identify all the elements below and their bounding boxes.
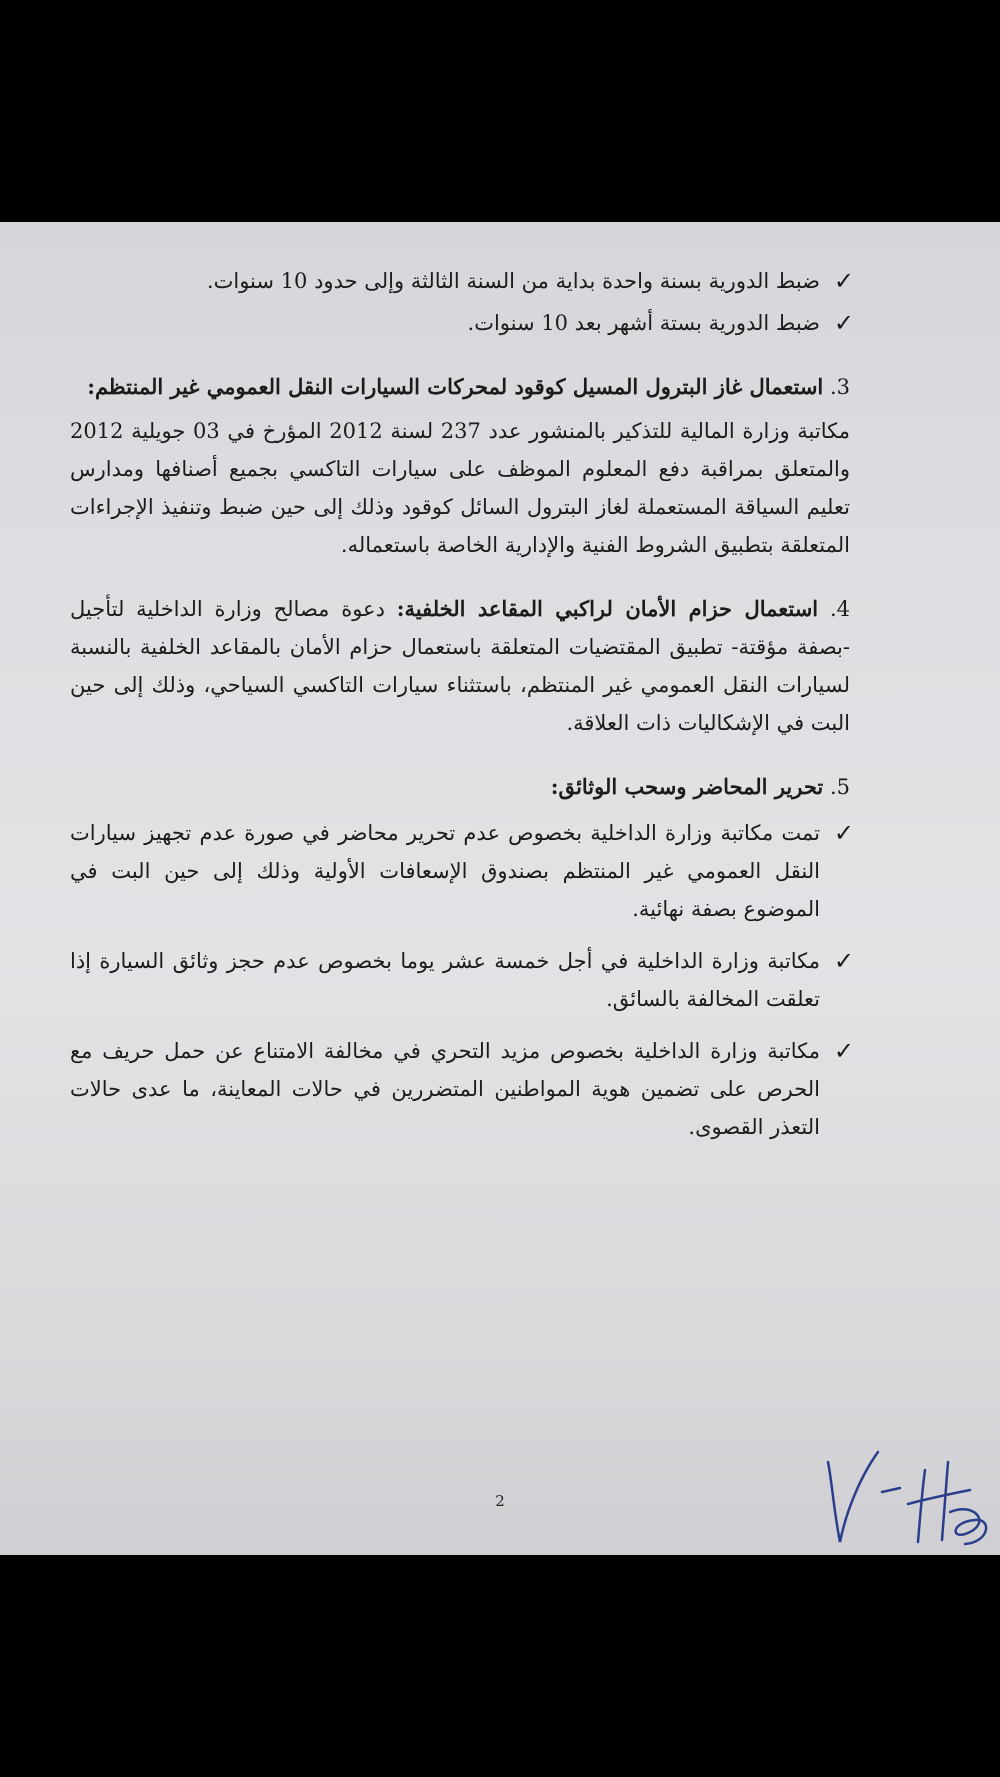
section-number: 4. xyxy=(829,597,850,621)
page-number: 2 xyxy=(495,1492,505,1510)
section-number: 3. xyxy=(829,375,850,399)
section-paragraph: مكاتبة وزارة المالية للتذكير بالمنشور عدد 237 لسنة 2012 المؤرخ في 03 جويلية 2012 والمتعلق بمراقبة دفع المعلوم الموظف على سيارات التاكسي بجميع أصنافها ومدارس تعليم السياقة المستعملة لغاز البترول السائل كوقود وذلك إلى حين ضبط وتنفيذ الإجراءات المتعلقة بتطبيق الشروط الفنية والإدارية الخاصة باستعماله. xyxy=(70,419,850,557)
section-3 xyxy=(70,368,850,564)
section-paragraph: دعوة مصالح وزارة الداخلية لتأجيل -بصفة مؤقتة- تطبيق المقتضيات المتعلقة باستعمال حزام الأمان بالمقاعد الخلفية بالنسبة لسيارات النقل العمومي غير المنتظم، باستثناء سيارات التاكسي السياحي، وذلك إلى حين البت في الإشكاليات ذات العلاقة. xyxy=(70,597,850,735)
bullet-text: تمت مكاتبة وزارة الداخلية بخصوص عدم تحرير محاضر في صورة عدم تجهيز سيارات النقل العمومي غير المنتظم بصندوق الإسعافات الأولية وذلك إلى حين البت في الموضوع بصفة نهائية. xyxy=(70,821,820,921)
bullet-text: ضبط الدورية بستة أشهر بعد 10 سنوات. xyxy=(467,311,820,335)
section-heading xyxy=(70,368,850,406)
bullet-text: ضبط الدورية بسنة واحدة بداية من السنة الثالثة وإلى حدود 10 سنوات. xyxy=(206,269,820,293)
section-heading xyxy=(70,768,850,806)
check-mark-icon: ✓ xyxy=(833,1037,854,1065)
section-5-list xyxy=(70,814,854,1146)
list-item xyxy=(70,814,854,928)
section-number: 5. xyxy=(829,775,850,799)
bullet-text: مكاتبة وزارة الداخلية بخصوص مزيد التحري في مخالفة الامتناع عن حمل حريف مع الحرص على تضمين هوية المواطنين المتضررين في حالات المعاينة، ما عدى حالات التعذر القصوى. xyxy=(70,1039,820,1139)
check-mark-icon: ✓ xyxy=(833,267,854,295)
section-title: تحرير المحاضر وسحب الوثائق: xyxy=(550,774,824,799)
check-mark-icon: ✓ xyxy=(833,947,854,975)
section-heading xyxy=(70,590,850,742)
section-title: استعمال حزام الأمان لراكبي المقاعد الخلفية: xyxy=(396,596,819,621)
document-page xyxy=(0,222,1000,1555)
section-title: استعمال غاز البترول المسيل كوقود لمحركات السيارات النقل العمومي غير المنتظم: xyxy=(87,374,824,399)
section-4 xyxy=(70,590,850,742)
document-body xyxy=(70,262,854,1502)
bullet-text: مكاتبة وزارة الداخلية في أجل خمسة عشر يوما بخصوص عدم حجز وثائق السيارة إذا تعلقت المخالفة بالسائق. xyxy=(70,949,820,1011)
list-item xyxy=(70,262,854,300)
list-item xyxy=(70,942,854,1018)
check-mark-icon: ✓ xyxy=(833,309,854,337)
signature-icon xyxy=(800,1432,1000,1552)
section-5 xyxy=(70,768,854,1146)
list-item xyxy=(70,304,854,342)
check-mark-icon: ✓ xyxy=(833,819,854,847)
list-item xyxy=(70,1032,854,1146)
